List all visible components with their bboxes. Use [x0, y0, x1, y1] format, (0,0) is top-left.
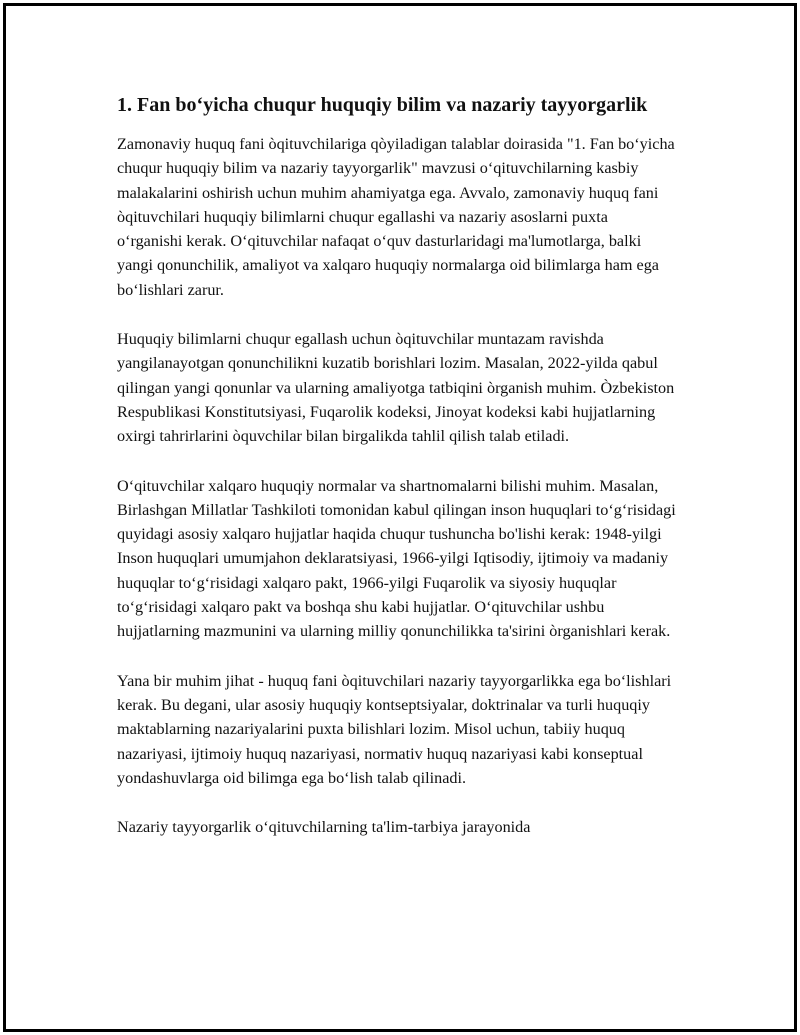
paragraph-2: Huquqiy bilimlarni chuqur egallash uchun òqituvchilar muntazam ravishda yangilanayotgan qonunchilikni kuzatib borishlari lozim. Masalan, 2022-yilda qabul qilingan yangi qonunlar va ularning amaliyotga tatbiqini òrganish muhim. Òzbekiston Respublikasi Konstitutsiyasi, Fuqarolik kodeksi, Jinoyat kodeksi kabi hujjatlarning oxirgi tahrirlarini òquvchilar bilan birgalikda tahlil qilish talab etiladi. [117, 330, 675, 446]
paragraph-4: Yana bir muhim jihat - huquq fani òqituvchilari nazariy tayyorgarlikka ega bo‘lishlari kerak. Bu degani, ular asosiy huquqiy kontseptsiyalar, doktrinalar va turli huquqiy maktablarning nazariyalarini puxta bilishlari lozim. Misol uchun, tabiiy huquq nazariyasi, ijtimoiy huquq nazariyasi, normativ huquq nazariyasi kabi konseptual yondashuvlarga oid bilimga ega bo‘lish talab qilinadi. [117, 671, 672, 787]
paragraph-3: O‘qituvchilar xalqaro huquqiy normalar va shartnomalarni bilishi muhim. Masalan, Birlashgan Millatlar Tashkiloti tomonidan kabul qilingan inson huquqlari to‘g‘risidagi quyidagi asosiy xalqaro hujjatlar haqida chuqur tushuncha bo'lishi kerak: 1948-yilgi Inson huquqlari umumjahon deklaratsiyasi, 1966-yilgi Iqtisodiy, ijtimoiy va madaniy huquqlar to‘g‘risidagi xalqaro pakt, 1966-yilgi Fuqarolik va siyosiy huquqlar to‘g‘risidagi xalqaro pakt va boshqa shu kabi hujjatlar. O‘qituvchilar ushbu hujjatlarning mazmunini va ularning milliy qonunchilikka ta'sirini òrganishlari kerak. [117, 476, 676, 641]
document-body [117, 90, 677, 864]
paragraph-1: Zamonaviy huquq fani òqituvchilariga qòyiladigan talablar doirasida "1. Fan bo‘yicha chuqur huquqiy bilim va nazariy tayyorgarlik" mavzusi o‘qituvchilarning kasbiy malakalarini oshirish uchun muhim ahamiyatga ega. Avvalo, zamonaviy huquq fani òqituvchilari huquqiy bilimlarni chuqur egallashi va nazariy asoslarni puxta o‘rganishi kerak. O‘qituvchilar nafaqat o‘quv dasturlaridagi ma'lumotlarga, balki yangi qonunchilik, amaliyot va xalqaro huquqiy normalarga oid bilimlarga ham ega bo‘lishlari zarur. [117, 135, 675, 299]
paragraph-5: Nazariy tayyorgarlik o‘qituvchilarning ta'lim-tarbiya jarayonida [117, 818, 531, 837]
section-heading: 1. Fan bo‘yicha chuqur huquqiy bilim va nazariy tayyorgarlik [117, 94, 648, 116]
